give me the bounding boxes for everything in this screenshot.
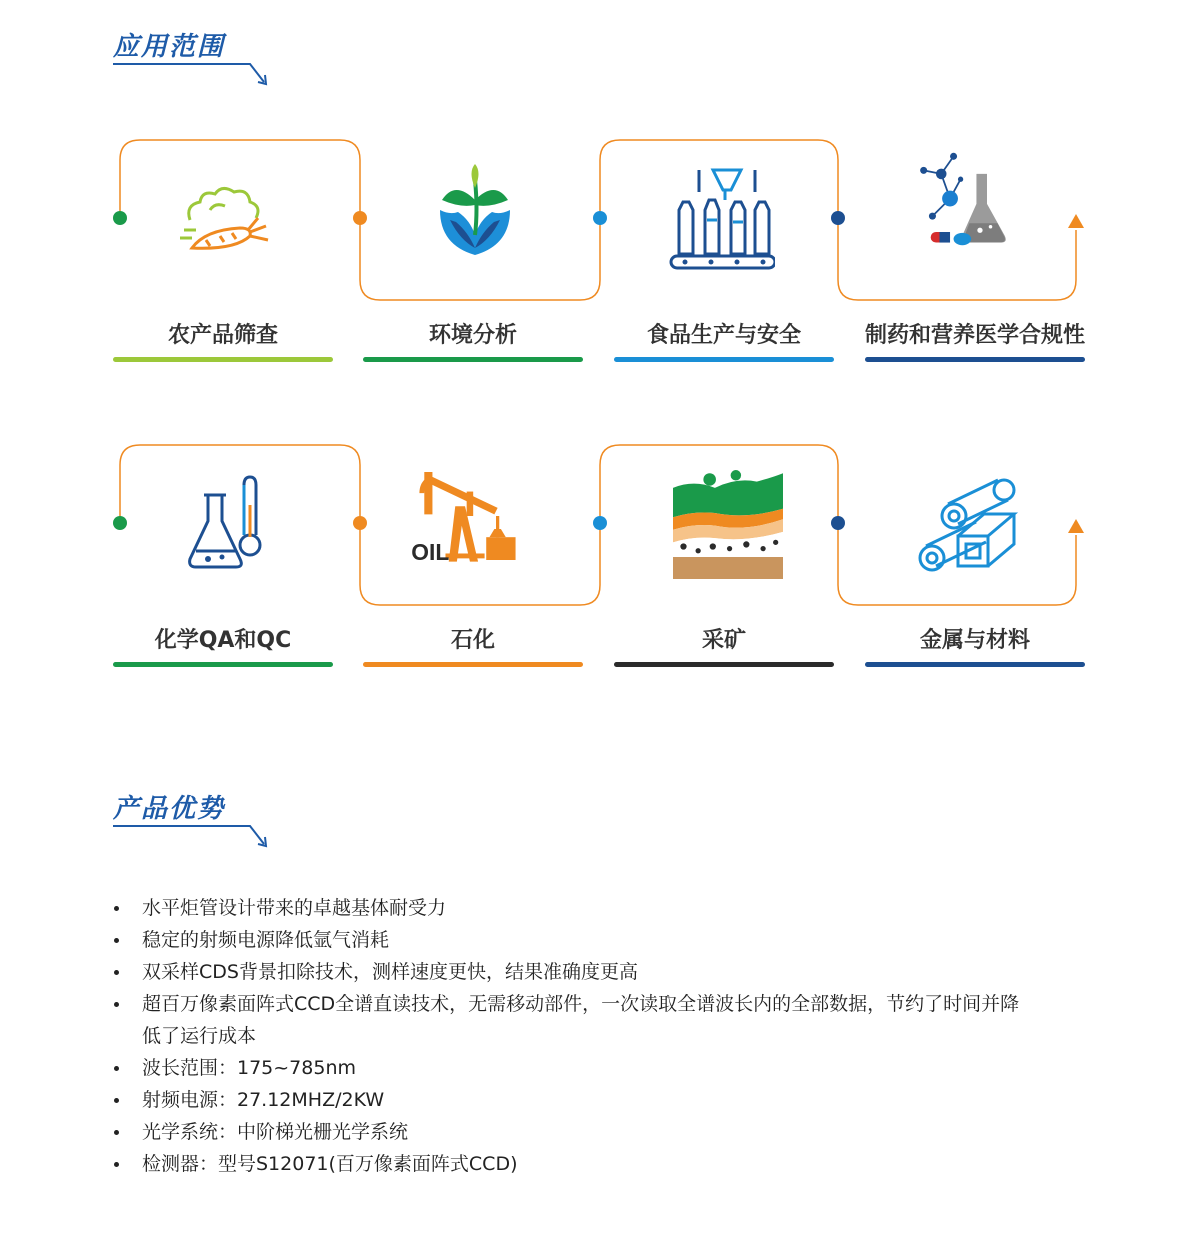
bullet-dot-icon <box>114 1066 119 1071</box>
list-item-text: 低了运行成本 <box>142 1025 257 1047</box>
list-item <box>112 1052 1112 1084</box>
bullet-dot-icon <box>114 970 119 975</box>
list-item <box>112 988 1112 1020</box>
list-item-text: 光学系统：中阶梯光栅光学系统 <box>142 1121 409 1143</box>
list-item <box>112 1148 1112 1180</box>
list-item-text: 超百万像素面阵式CCD全谱直读技术，无需移动部件，一次读取全谱波长内的全部数据，节约了时间并降 <box>142 993 1020 1015</box>
flask-thermometer-icon <box>170 465 280 575</box>
list-item <box>112 892 1112 924</box>
title-arrow-line <box>112 822 272 852</box>
molecule-flask-pills-icon <box>910 144 1020 254</box>
application-label: 金属与材料 <box>919 628 1030 653</box>
bullet-dot-icon <box>114 1162 119 1167</box>
list-item-text: 双采样CDS背景扣除技术，测样速度更快，结果准确度更高 <box>142 961 638 983</box>
applications-row-1 <box>0 130 1200 370</box>
application-label: 食品生产与安全 <box>646 323 801 348</box>
bottling-line-icon <box>665 160 775 270</box>
metal-pipes-icon <box>918 469 1028 579</box>
label-underline <box>363 357 583 362</box>
label-underline <box>614 662 834 667</box>
list-item-continuation <box>112 1020 1112 1052</box>
list-item <box>112 956 1112 988</box>
arrow-up-icon <box>1068 519 1084 533</box>
label-underline <box>113 662 333 667</box>
list-item <box>112 1084 1112 1116</box>
node-dot <box>831 211 845 225</box>
node-dot <box>113 211 127 225</box>
arrow-up-icon <box>1068 214 1084 228</box>
advantages-list <box>112 892 1112 1180</box>
application-label: 制药和营养医学合规性 <box>864 323 1085 348</box>
list-item <box>112 924 1112 956</box>
application-label: 环境分析 <box>428 323 517 348</box>
application-label: 采矿 <box>701 628 746 653</box>
label-underline <box>363 662 583 667</box>
sprout-globe-icon <box>420 160 530 270</box>
node-dot <box>593 516 607 530</box>
node-dot <box>831 516 845 530</box>
list-item-text: 射频电源：27.12MHZ/2KW <box>142 1089 385 1111</box>
oil-pump-icon <box>408 461 518 571</box>
label-underline <box>113 357 333 362</box>
node-dot <box>353 211 367 225</box>
list-item-text: 水平炬管设计带来的卓越基体耐受力 <box>142 897 447 919</box>
bullet-dot-icon <box>114 1130 119 1135</box>
vegetable-carrot-icon <box>170 160 280 270</box>
application-label: 农产品筛查 <box>167 323 278 348</box>
oil-text: OIL <box>411 539 450 565</box>
label-underline <box>614 357 834 362</box>
node-dot <box>113 516 127 530</box>
list-item-text: 波长范围：175~785nm <box>142 1057 357 1079</box>
list-item-text: 稳定的射频电源降低氩气消耗 <box>142 929 390 951</box>
applications-row-2 <box>0 435 1200 675</box>
application-label: 石化 <box>450 628 495 653</box>
label-underline <box>865 662 1085 667</box>
node-dot <box>593 211 607 225</box>
bullet-dot-icon <box>114 938 119 943</box>
label-underline <box>865 357 1085 362</box>
applications-section-title: 应用范围 <box>113 32 226 62</box>
bullet-dot-icon <box>114 1098 119 1103</box>
list-item-text: 检测器：型号S12071(百万像素面阵式CCD) <box>142 1153 518 1175</box>
application-label: 化学QA和QC <box>154 628 292 653</box>
advantages-section-title: 产品优势 <box>113 794 226 824</box>
node-dot <box>353 516 367 530</box>
bullet-dot-icon <box>114 1002 119 1007</box>
title-arrow-line <box>112 60 272 90</box>
bullet-dot-icon <box>114 906 119 911</box>
soil-layers-icon <box>673 469 783 579</box>
list-item <box>112 1116 1112 1148</box>
